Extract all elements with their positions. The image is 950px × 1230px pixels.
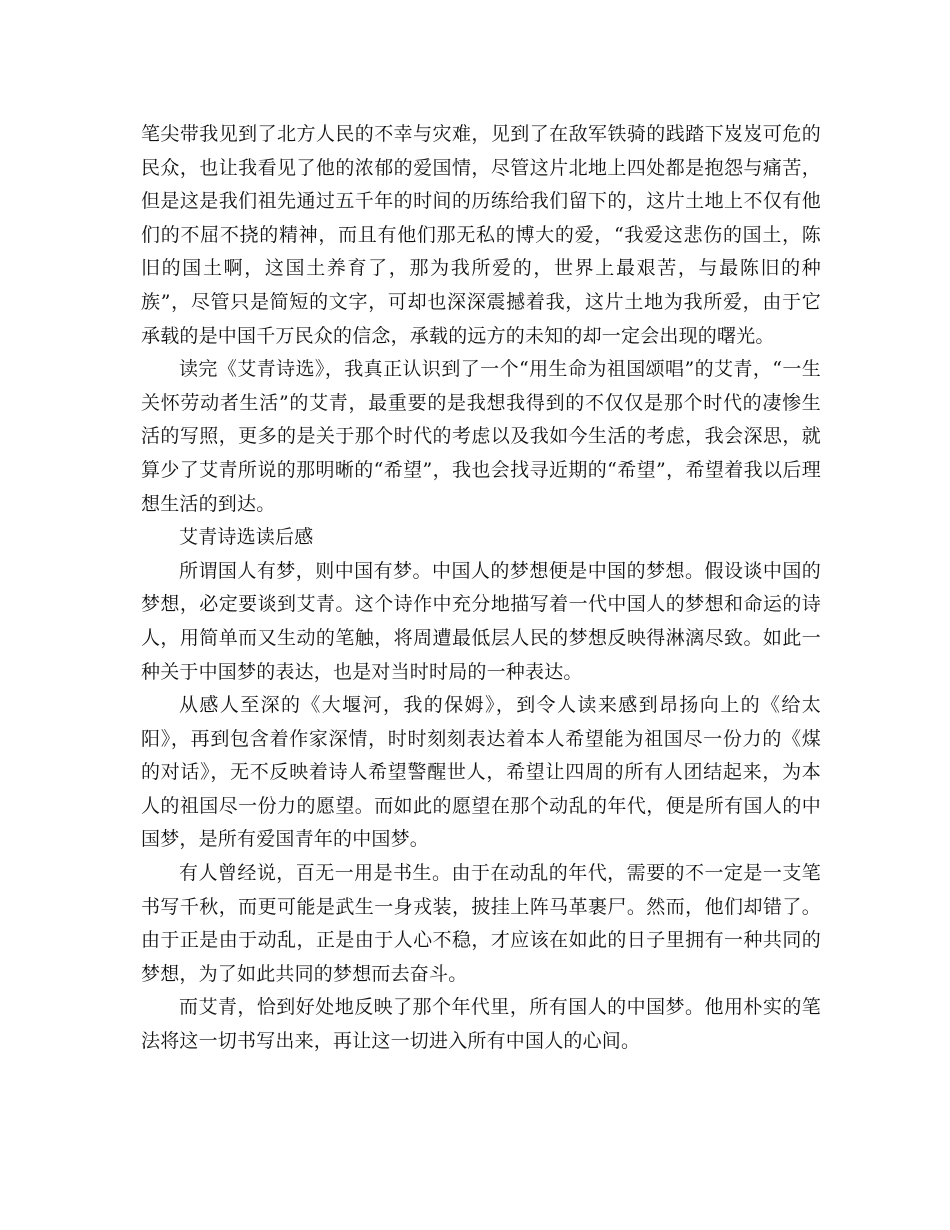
- paragraph-scholar: 有人曾经说，百无一用是书生。由于在动乱的年代，需要的不一定是一支笔书写千秋，而更可能是武生一身戎装，披挂上阵马革裹尸。然而，他们却错了。由于正是由于动乱，正是由于人心不稳，才应该在如此的日子里拥有一种共同的梦想，为了如此共同的梦想而去奋斗。: [141, 862, 821, 985]
- section-heading: 艾青诗选读后感: [179, 526, 314, 549]
- paragraph-closing: 而艾青，恰到好处地反映了那个年代里，所有国人的中国梦。他用朴实的笔法将这一切书写出来，再让这一切进入所有中国人的心间。: [141, 996, 821, 1053]
- paragraph-reading-conclusion: 读完《艾青诗选》，我真正认识到了一个“用生命为祖国颂唱”的艾青，“一生关怀劳动者生活”的艾青，最重要的是我想我得到的不仅仅是那个时代的凄惨生活的写照，更多的是关于那个时代的考虑以及我如今生活的考虑，我会深思，就算少了艾青所说的那明晰的“希望”，我也会找寻近期的“希望”，希望着我以后理想生活的到达。: [141, 358, 821, 515]
- document-page: [141, 118, 821, 1059]
- paragraph-chinese-dream: 所谓国人有梦，则中国有梦。中国人的梦想便是中国的梦想。假设谈中国的梦想，必定要谈到艾青。这个诗作中充分地描写着一代中国人的梦想和命运的诗人，用简单而又生动的笔触，将周遭最低层人民的梦想反映得淋漓尽致。如此一种关于中国梦的表达，也是对当时时局的一种表达。: [141, 559, 821, 683]
- paragraph-poems: 从感人至深的《大堰河，我的保姆》，到令人读来感到昂扬向上的《给太阳》，再到包含着作家深情，时时刻刻表达着本人希望能为祖国尽一份力的《煤的对话》，无不反映着诗人希望警醒世人，希望让四周的所有人团结起来，为本人的祖国尽一份力的愿望。而如此的愿望在那个动乱的年代，便是所有国人的中国梦，是所有爱国青年的中国梦。: [141, 694, 821, 851]
- paragraph-continued: 笔尖带我见到了北方人民的不幸与灾难，见到了在敌军铁骑的践踏下岌岌可危的民众，也让我看见了他的浓郁的爱国情，尽管这片北地上四处都是抱怨与痛苦，但是这是我们祖先通过五千年的时间的历练给我们留下的，这片土地上不仅有他们的不屈不挠的精神，而且有他们那无私的博大的爱，“我爱这悲伤的国土，陈旧的国土啊，这国土养育了，那为我所爱的，世界上最艰苦，与最陈旧的种族”，尽管只是简短的文字，可却也深深震撼着我，这片土地为我所爱，由于它承载的是中国千万民众的信念，承载的远方的未知的却一定会出现的曙光。: [141, 123, 821, 347]
